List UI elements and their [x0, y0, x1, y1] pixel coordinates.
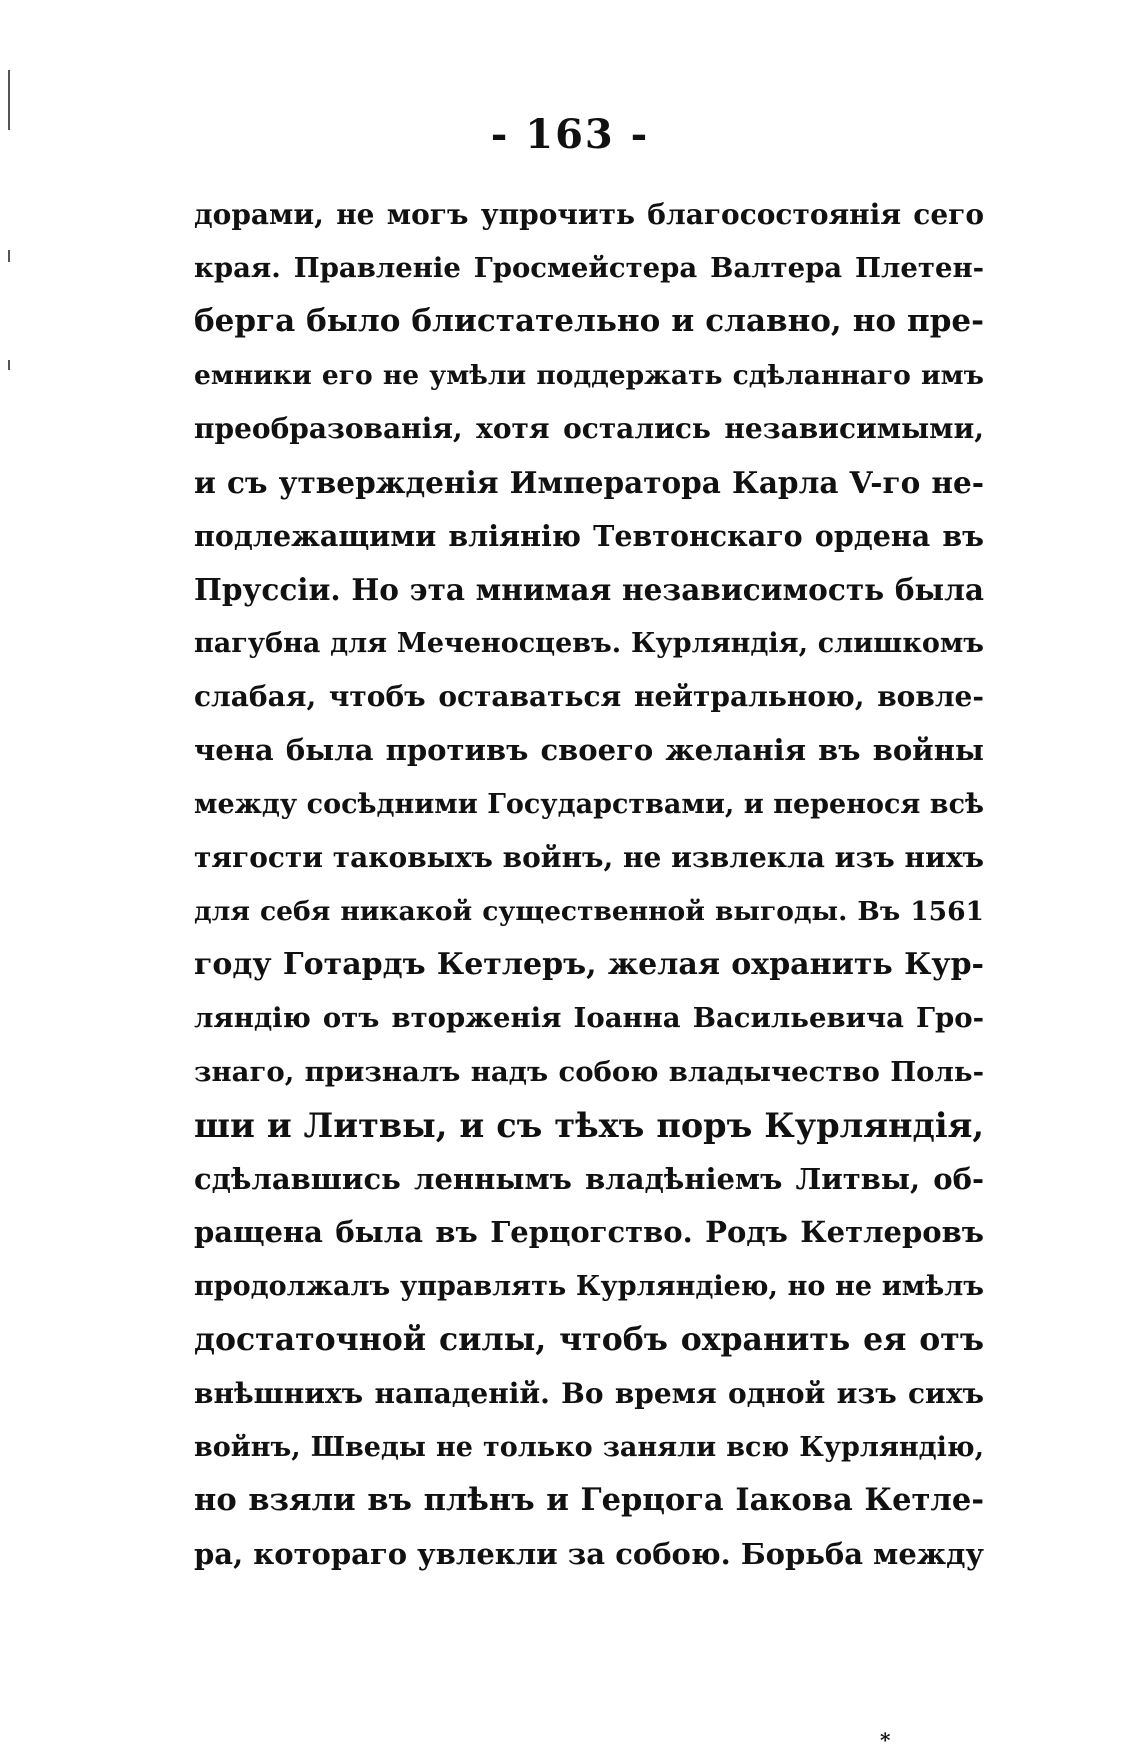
text-line: но взяли въ плѣнъ и Герцога Іакова Кетле-	[194, 1482, 984, 1519]
text-line: Пруссіи. Но эта мнимая независимость была	[194, 572, 984, 608]
text-line: ляндію отъ вторженія Іоанна Васильевича Гро-	[194, 1001, 984, 1034]
text-line: подлежащими вліянію Тевтонскаго ордена въ	[194, 518, 984, 553]
text-line: берга было блистательно и славно, но пре-	[194, 303, 984, 340]
text-line: и съ утвержденія Императора Карла V-го не-	[194, 464, 984, 500]
text-line: знаго, призналъ надъ собою владычество Поль-	[194, 1055, 984, 1088]
text-line: сдѣлавшись леннымъ владѣніемъ Литвы, об-	[194, 1161, 984, 1196]
text-line: между сосѣдними Государствами, и перенося всѣ	[194, 788, 984, 820]
text-line: тягости таковыхъ войнъ, не извлекла изъ нихъ	[194, 841, 984, 875]
text-line: пагубна для Меченосцевъ. Курляндія, слишкомъ	[194, 627, 984, 659]
text-line: преобразованія, хотя остались независимыми,	[194, 412, 984, 446]
scan-edge-mark	[8, 360, 10, 370]
text-line: края. Правленіе Гросмейстера Валтера Плетен-	[194, 251, 984, 284]
text-line: ра, котораго увлекли за собою. Борьба между	[194, 1536, 984, 1571]
text-line: ши и Литвы, и съ тѣхъ поръ Курляндія,	[194, 1106, 984, 1146]
text-line: внѣшнихъ нападеній. Во время одной изъ сихъ	[194, 1377, 984, 1411]
text-line: достаточной силы, чтобъ охранить ея отъ	[194, 1321, 984, 1359]
text-line: войнъ, Шведы не только заняли всю Курляндію,	[194, 1431, 984, 1463]
page-number: - 163 -	[490, 111, 650, 158]
body-text	[194, 188, 984, 1581]
text-line: дорами, не могъ упрочить благосостоянія сего	[194, 198, 984, 231]
footer-mark: *	[880, 1728, 891, 1752]
text-line: для себя никакой существенной выгоды. Въ 1561	[194, 895, 984, 927]
text-line: ращена была въ Герцогство. Родъ Кетлеровъ	[194, 1215, 984, 1250]
scan-edge-mark	[8, 250, 10, 262]
text-line: слабая, чтобъ оставаться нейтральною, вовле-	[194, 680, 984, 714]
text-line: году Готардъ Кетлеръ, желая охранить Кур-	[194, 947, 984, 983]
text-line: емники его не умѣли поддержать сдѣланнаго имъ	[194, 359, 984, 391]
text-line: чена была противъ своего желанія въ войны	[194, 732, 984, 767]
text-line: продолжалъ управлять Курляндіею, но не имѣлъ	[194, 1270, 984, 1302]
